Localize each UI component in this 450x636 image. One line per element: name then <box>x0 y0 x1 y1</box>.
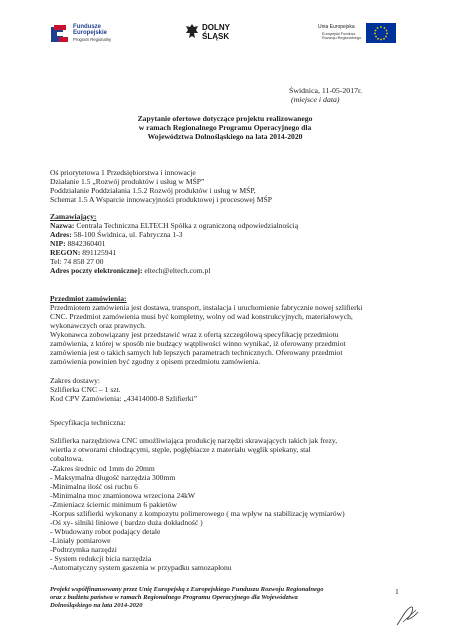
buyer-regon <box>50 248 116 257</box>
program-line: Schemat 1.5 A Wsparcie innowacyjności produktowej i procesowej MŚP <box>50 195 272 204</box>
program-line: Działanie 1.5 „Rozwój produktów i usług w MŚP” <box>50 177 205 186</box>
place-date: Świdnica, 11-05-2017r. <box>289 86 363 95</box>
buyer-nip <box>50 239 105 248</box>
ds-line2: ŚLĄSK <box>202 32 230 41</box>
buyer-nip-value: 8842360401 <box>65 239 106 248</box>
spec-item: - Wbudowany robot podający detale <box>50 527 161 536</box>
buyer-regon-label: REGON: <box>50 248 81 257</box>
delivery-cpv: Kod CPV Zamówienia: „43414000-8 Szlifierki” <box>50 394 198 403</box>
document-title-line3: Województwa Dolnośląskiego na lata 2014-2020 <box>147 132 303 141</box>
buyer-address-value: 58-100 Świdnica, ul. Fabryczna 1-3 <box>71 230 183 239</box>
spec-item: -Zmieniacz ściernic minimum 6 pakietów <box>50 500 177 509</box>
buyer-address <box>50 230 183 239</box>
spec-item: -Zakres średnic od 1mm do 20mm <box>50 464 155 473</box>
page-number: 1 <box>395 587 399 596</box>
spec-item: -Automatyczny system gaszenia w przypadku samozapłonu <box>50 563 232 572</box>
spec-intro-line: wiertła z otworami chłodzącymi, stęple, pogłębiacze z materiału węglik spiekany, stal <box>50 445 311 454</box>
logo-fundusze-europejskie <box>50 22 130 46</box>
buyer-tel: Tel: 74 858 27 00 <box>50 257 104 266</box>
subject-p1-line: CNC. Przedmiot zamówienia musi być kompletny, wolny od wad konstrukcyjnych, materiałowych, <box>50 312 353 321</box>
spec-item: -Oś xy- silniki liniowe ( bardzo duża dokładność ) <box>50 518 203 527</box>
subject-p2-line: zamówienia jest o takich samych lub lepszych parametrach technicznych. Oferowany przedmiot <box>50 348 343 357</box>
logo-dolny-slask <box>185 22 255 44</box>
program-line: Oś priorytetowa 1 Przedsiębiorstwa i innowacje <box>50 168 196 177</box>
fe-line2: Europejskie <box>73 30 108 36</box>
subject-p1-line: wykonawczych oraz prawnych. <box>50 321 146 330</box>
footer-line2: oraz z budżetu państwa w ramach Regionalnego Programu Operacyjnego dla Województwa <box>50 594 298 601</box>
delivery-item: Szlifierka CNC – 1 szt. <box>50 385 121 394</box>
buyer-regon-value: 891125941 <box>80 248 117 257</box>
subject-heading: Przedmiot zamówienia: <box>50 294 127 303</box>
buyer-email-value[interactable]: eltech@eltech.com.pl <box>142 266 211 275</box>
buyer-nip-label: NIP: <box>50 239 66 248</box>
spec-intro-line: cobaltowa. <box>50 454 84 463</box>
subject-p2-line: Wykonawca zobowiązany jest przedstawić wraz z ofertą szczegółową specyfikację przedmiotu <box>50 330 339 339</box>
ue-line3: Rozwoju Regionalnego <box>322 36 362 40</box>
ue-line1: Unia Europejska <box>318 24 355 30</box>
fe-line1: Fundusze <box>73 24 101 30</box>
buyer-address-label: Adres: <box>50 230 72 239</box>
spec-item: -Minimalna moc znamionowa wrzeciona 24kW <box>50 491 196 500</box>
buyer-email <box>50 266 210 275</box>
spec-item: -Korpus szlifierki wykonany z kompozytu polimerowego ( ma wpływ na stabilizację wymiarów) <box>50 509 345 518</box>
footer-line1: Projekt współfinansowany przez Unię Europejską z Europejskiego Funduszu Rozwoju Regionalnego <box>50 586 324 593</box>
subject-p2-line: zamówienia powinien być zgodny z opisem przedmiotu zamówienia. <box>50 357 261 366</box>
subject-p2-line: zamówienia, z której w sposób nie budzący wątpliwości winno wynikać, iż oferowany przedmiot <box>50 339 346 348</box>
spec-item: - System redukcji bicia narzędzia <box>50 554 152 563</box>
spec-intro-line: Szlifierka narzędziowa CNC umożliwiająca produkcję narzędzi skrawających takich jak frezy, <box>50 436 338 445</box>
fe-emblem-icon <box>50 24 70 44</box>
spec-item: -Podtrzymka narzędzi <box>50 545 117 554</box>
document-title-line2: w ramach Regionalnego Programu Operacyjnego dla <box>138 123 312 132</box>
place-date-hint: (miejsce i data) <box>291 95 340 104</box>
buyer-name-value: Centrala Techniczna ELTECH Spółka z ograniczoną odpowiedzialnością <box>74 221 299 230</box>
spec-item: -Liniały pomiarowe <box>50 536 111 545</box>
eagle-icon <box>185 23 199 41</box>
buyer-heading: Zamawiający: <box>50 212 97 221</box>
document-title-line1: Zapytanie ofertowe dotyczące projektu realizowanego <box>137 114 313 123</box>
ds-line1: DOLNY <box>202 23 230 32</box>
ue-line2: Europejski Fundusz <box>322 32 356 36</box>
program-line: Poddziałanie Poddziałania 1.5.2 Rozwój produktów i usług w MŚP, <box>50 186 256 195</box>
buyer-email-label: Adres poczty elektronicznej: <box>50 266 143 275</box>
delivery-heading: Zakres dostawy: <box>50 376 100 385</box>
logo-unia-europejska <box>318 22 398 46</box>
signature-icon <box>394 604 422 628</box>
footer-line3: Dolnośląskiego na lata 2014-2020 <box>50 602 143 609</box>
spec-item: -Minimalna ilość osi ruchu 6 <box>50 482 138 491</box>
fe-line3: Program Regionalny <box>73 37 112 42</box>
eu-flag-icon <box>366 23 396 43</box>
buyer-name-label: Nazwa: <box>50 221 75 230</box>
spec-heading: Specyfikacja techniczna: <box>50 418 126 427</box>
subject-p1-line: Przedmiotem zamówienia jest dostawa, transport, instalacja i uruchomienie fabrycznie nowej szlifierki <box>50 303 363 312</box>
buyer-name <box>50 221 298 230</box>
spec-item: - Maksymalna długość narzędzia 300mm <box>50 473 176 482</box>
